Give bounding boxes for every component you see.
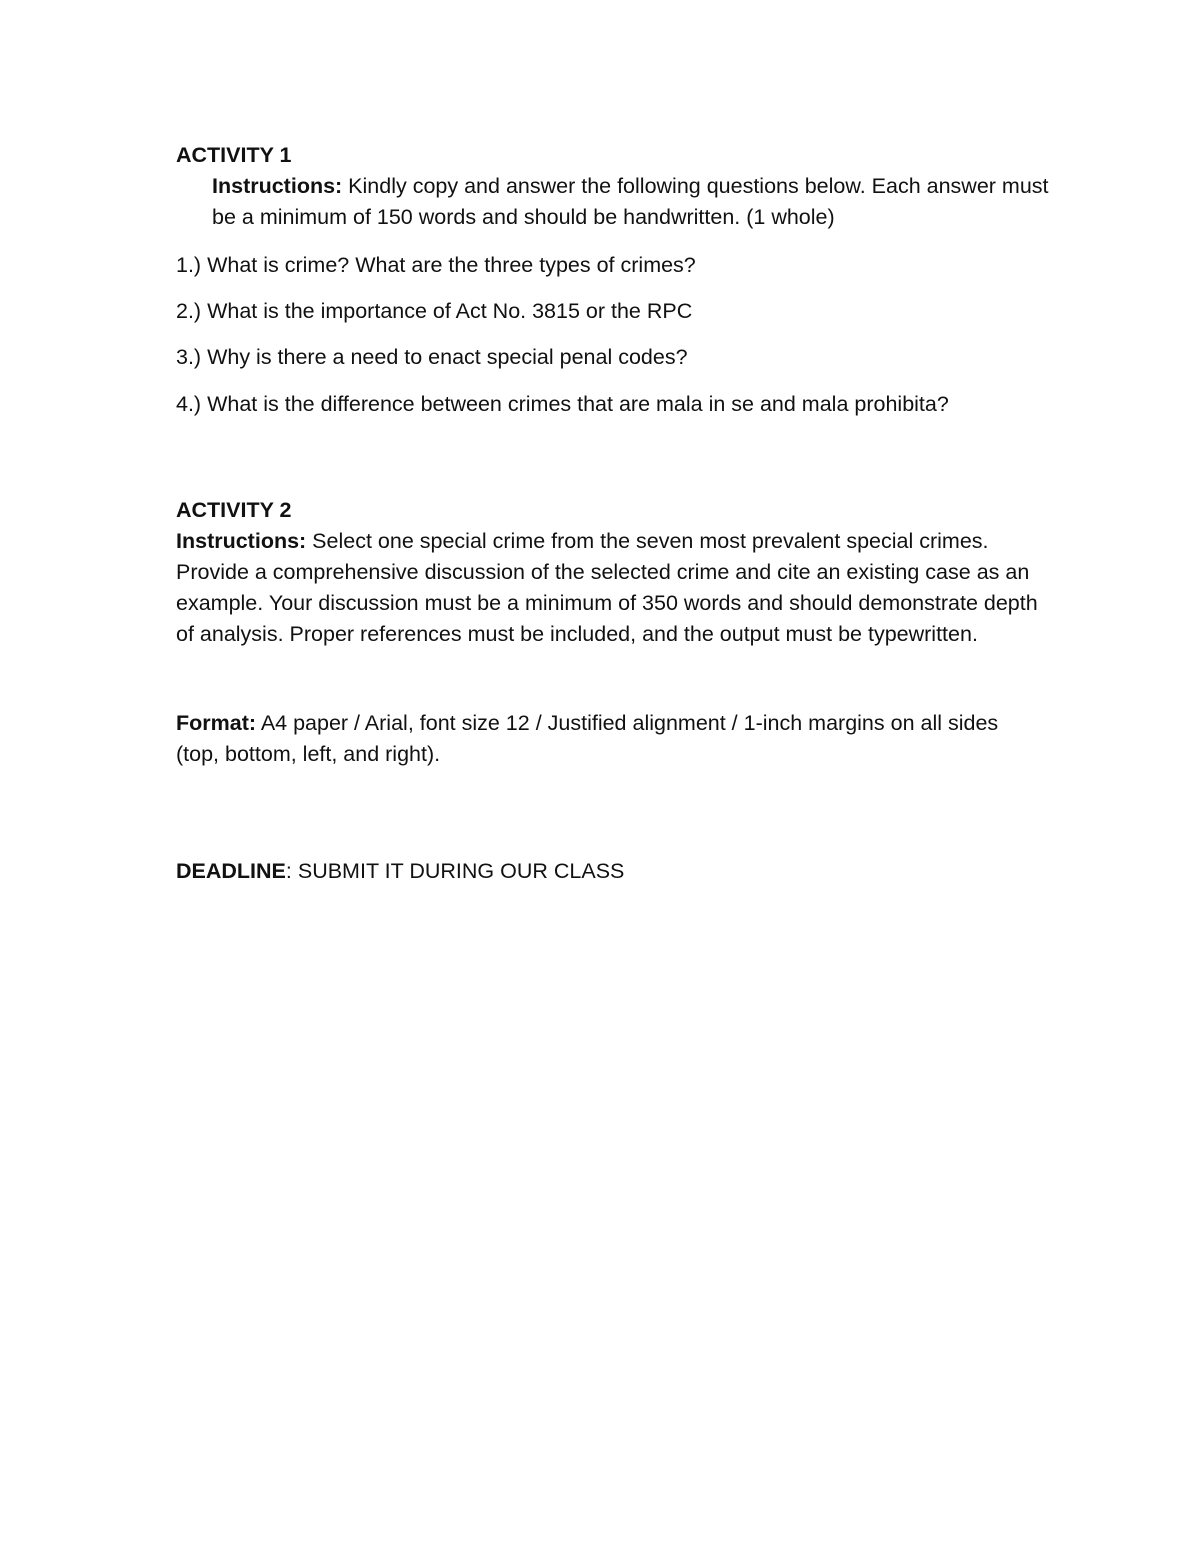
- question-3: 3.) Why is there a need to enact special penal codes?: [176, 345, 688, 369]
- format-label: Format:: [176, 711, 257, 735]
- deadline-text: : SUBMIT IT DURING OUR CLASS: [285, 859, 625, 883]
- activity1-title: ACTIVITY 1: [176, 143, 292, 167]
- deadline-label: DEADLINE: [176, 859, 286, 883]
- format-text: A4 paper / Arial, font size 12 / Justified alignment / 1-inch margins on all sides (top, bottom, left, and right).: [176, 711, 999, 766]
- activity1-instructions-text: Kindly copy and answer the following questions below. Each answer must be a minimum of 150 words and should be handwritten. (1 whole): [212, 174, 1049, 229]
- activity1-instructions-label: Instructions:: [212, 174, 343, 198]
- activity2-title: ACTIVITY 2: [176, 498, 292, 522]
- question-4: 4.) What is the difference between crimes that are mala in se and mala prohibita?: [176, 392, 949, 416]
- activity1-instructions: [212, 171, 1062, 233]
- deadline: [176, 856, 1076, 887]
- activity2-instructions-text: Select one special crime from the seven most prevalent special crimes. Provide a comprehensive discussion of the selected crime and cite an existing case as an example. Your discussion must be a minimum of 350 words and should demonstrate depth of analysis. Proper references must be included, and the output must be typewritten.: [176, 529, 1038, 646]
- question-2: 2.) What is the importance of Act No. 3815 or the RPC: [176, 299, 693, 323]
- activity2-instructions: [176, 526, 1056, 650]
- activity2-instructions-label: Instructions:: [176, 529, 307, 553]
- question-1: 1.) What is crime? What are the three types of crimes?: [176, 253, 696, 277]
- activity2-format: [176, 708, 1036, 770]
